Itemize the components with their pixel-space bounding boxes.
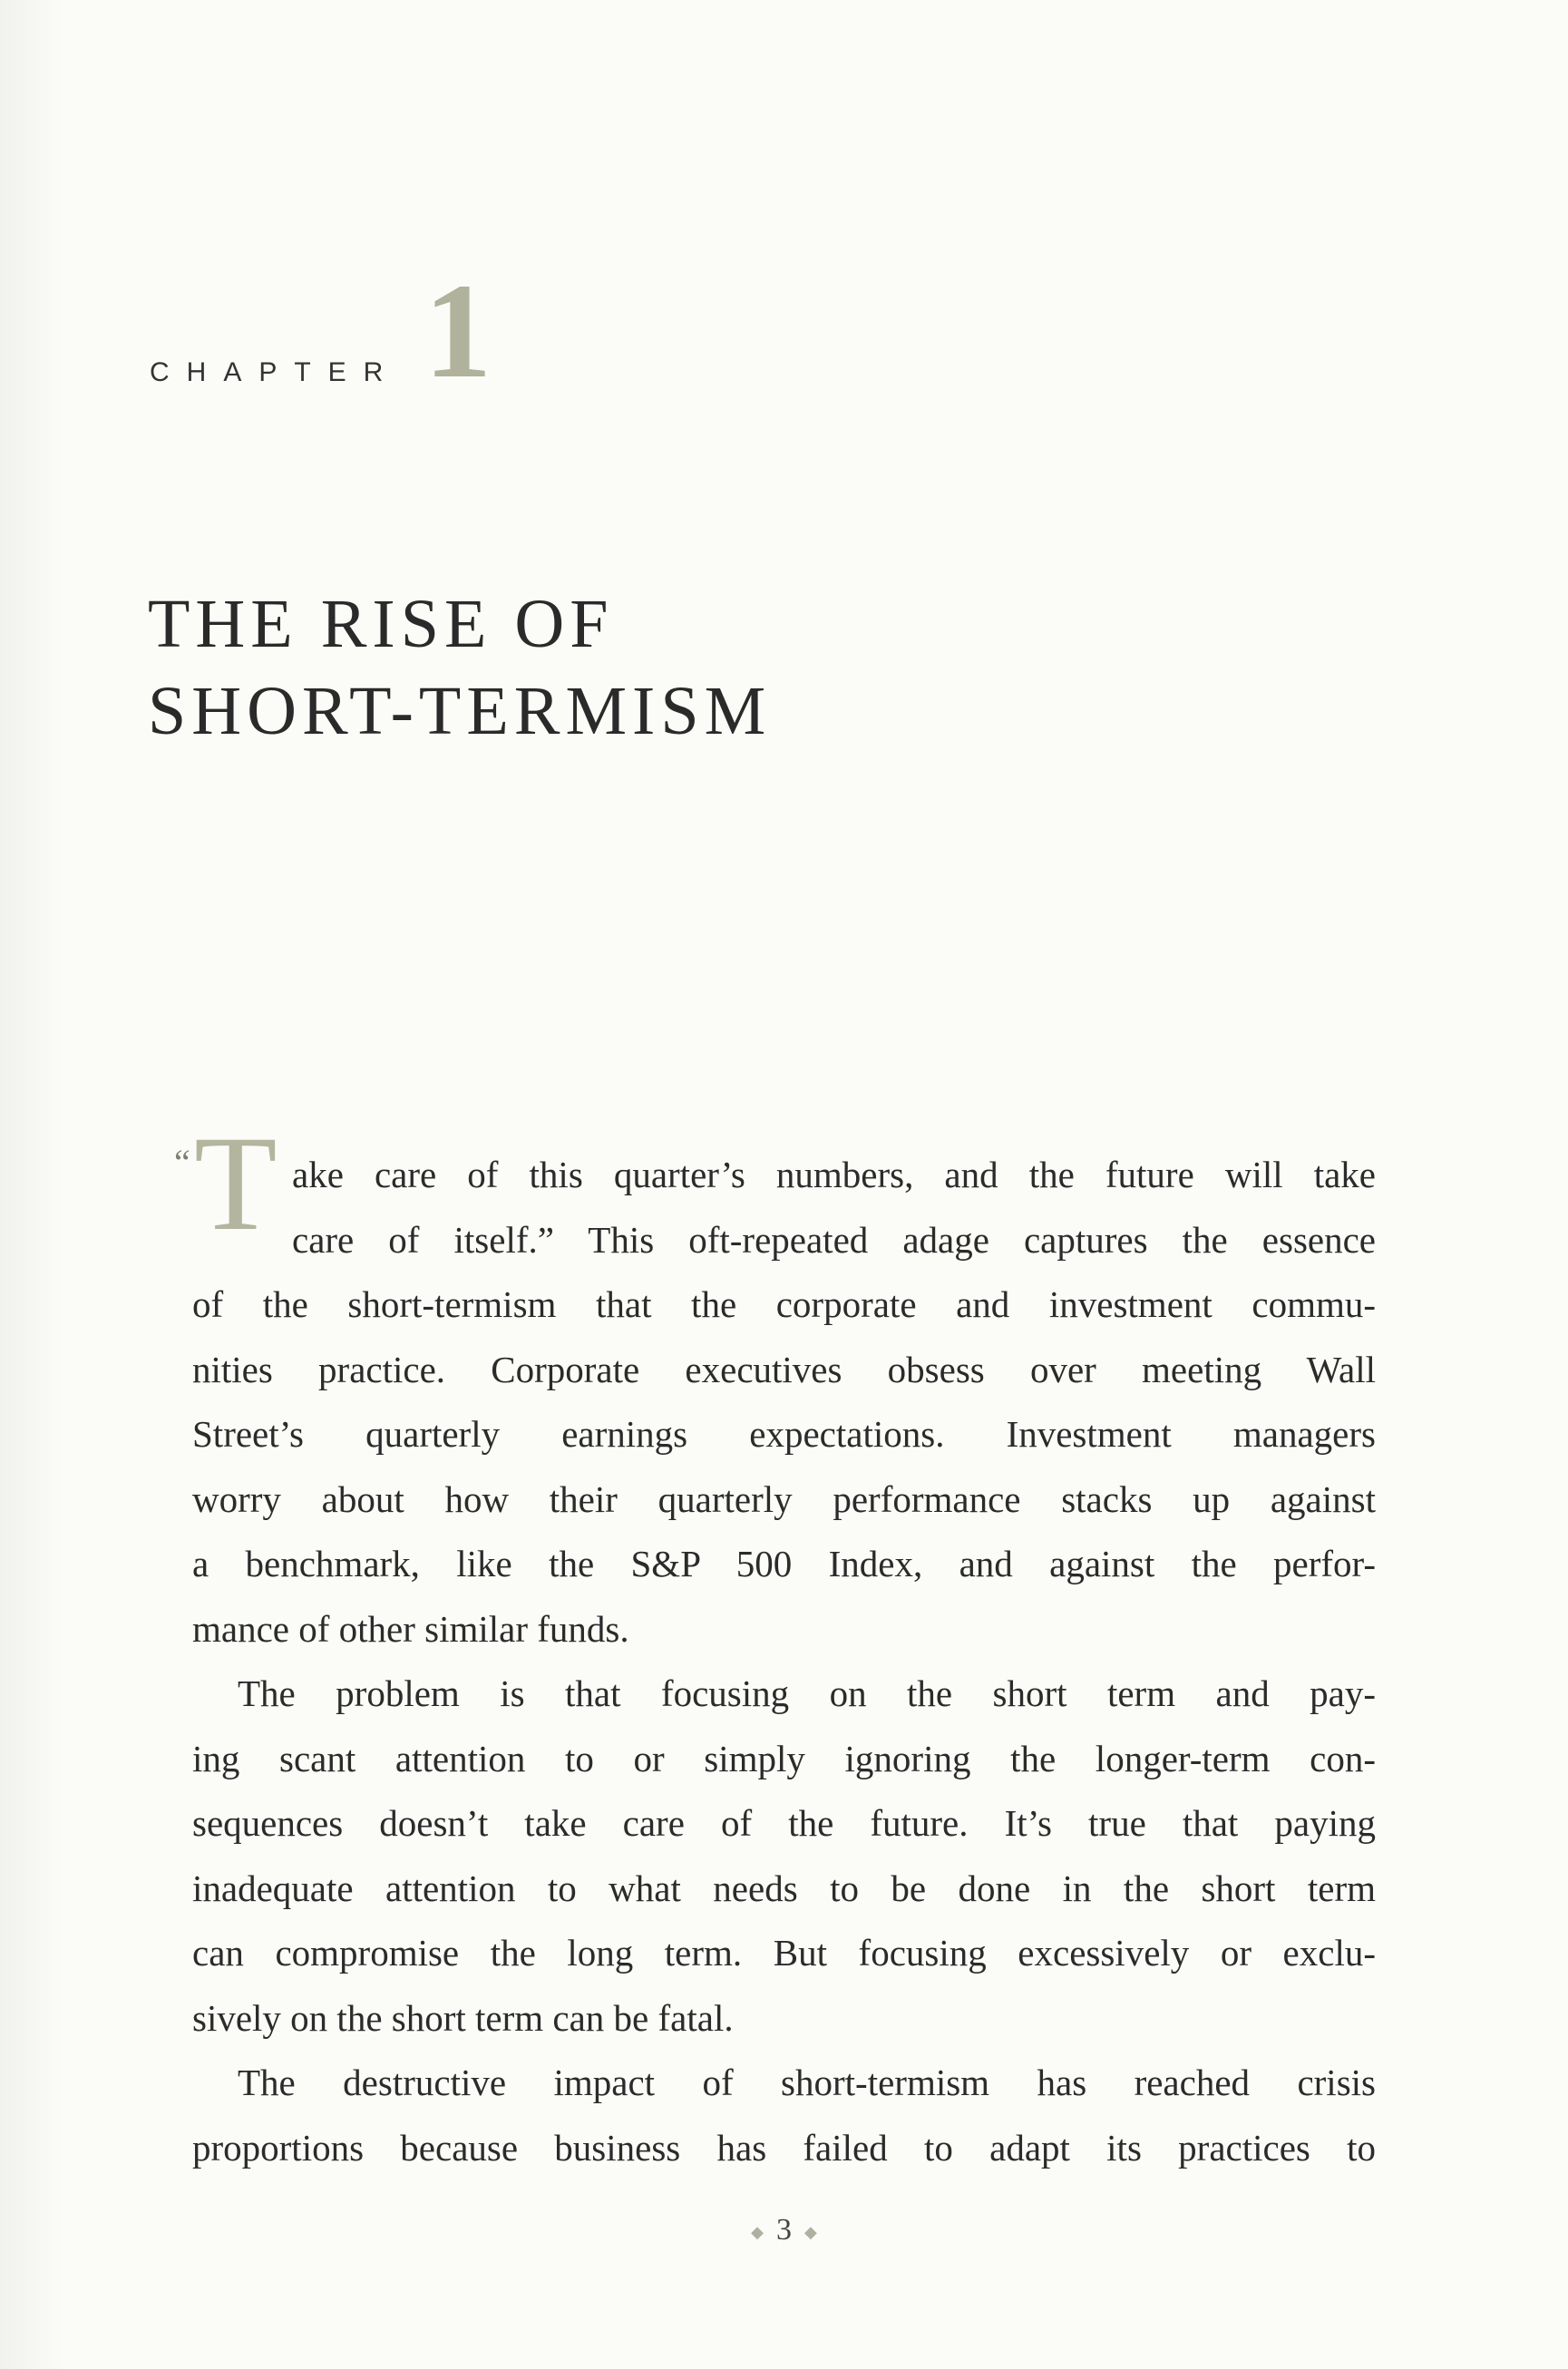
chapter-number: 1 (424, 256, 492, 406)
ornament-left-icon: ◆ (751, 2222, 764, 2241)
body-line: sequences doesn’t take care of the future. It’s true that paying (192, 1802, 1376, 1844)
body-line: mance of other similar funds. (192, 1607, 629, 1650)
body-line: ing scant attention to or simply ignoring the longer-term con- (192, 1737, 1376, 1779)
body-line: The destructive impact of short-termism has reached crisis (238, 2062, 1376, 2103)
ornament-right-icon: ◆ (804, 2222, 817, 2241)
chapter-heading (150, 256, 492, 406)
chapter-title-line-2: SHORT-TERMISM (148, 673, 772, 749)
body-line: can compromise the long term. But focusing excessively or exclu- (192, 1932, 1376, 1974)
page-number: 3 (776, 2213, 792, 2247)
drop-cap: T (194, 1108, 278, 1259)
body-text (192, 1143, 1376, 2180)
body-line: ake care of this quarter’s numbers, and the future will take (292, 1154, 1376, 1195)
body-line: Street’s quarterly earnings expectations. Investment managers (192, 1413, 1376, 1455)
body-line: inadequate attention to what needs to be done in the short term (192, 1867, 1376, 1909)
opening-quote-mark: “ (174, 1142, 190, 1183)
page-edge-shadow (0, 0, 63, 2369)
body-line: nities practice. Corporate executives obsess over meeting Wall (192, 1348, 1376, 1390)
body-line: a benchmark, like the S&P 500 Index, and against the perfor- (192, 1543, 1376, 1584)
page-number-footer (0, 2213, 1568, 2247)
body-line: care of itself.” This oft-repeated adage captures the essence (292, 1218, 1376, 1261)
body-line: proportions because business has failed to adapt its practices to (192, 2126, 1376, 2169)
chapter-label: CHAPTER (150, 357, 401, 387)
body-line: of the short-termism that the corporate and investment commu- (192, 1283, 1376, 1325)
body-line: The problem is that focusing on the short term and pay- (238, 1672, 1376, 1714)
chapter-title-line-1: THE RISE OF (148, 586, 614, 662)
chapter-title (148, 580, 771, 755)
body-line: worry about how their quarterly performance stacks up against (192, 1477, 1376, 1520)
body-line: sively on the short term can be fatal. (192, 1996, 734, 2039)
